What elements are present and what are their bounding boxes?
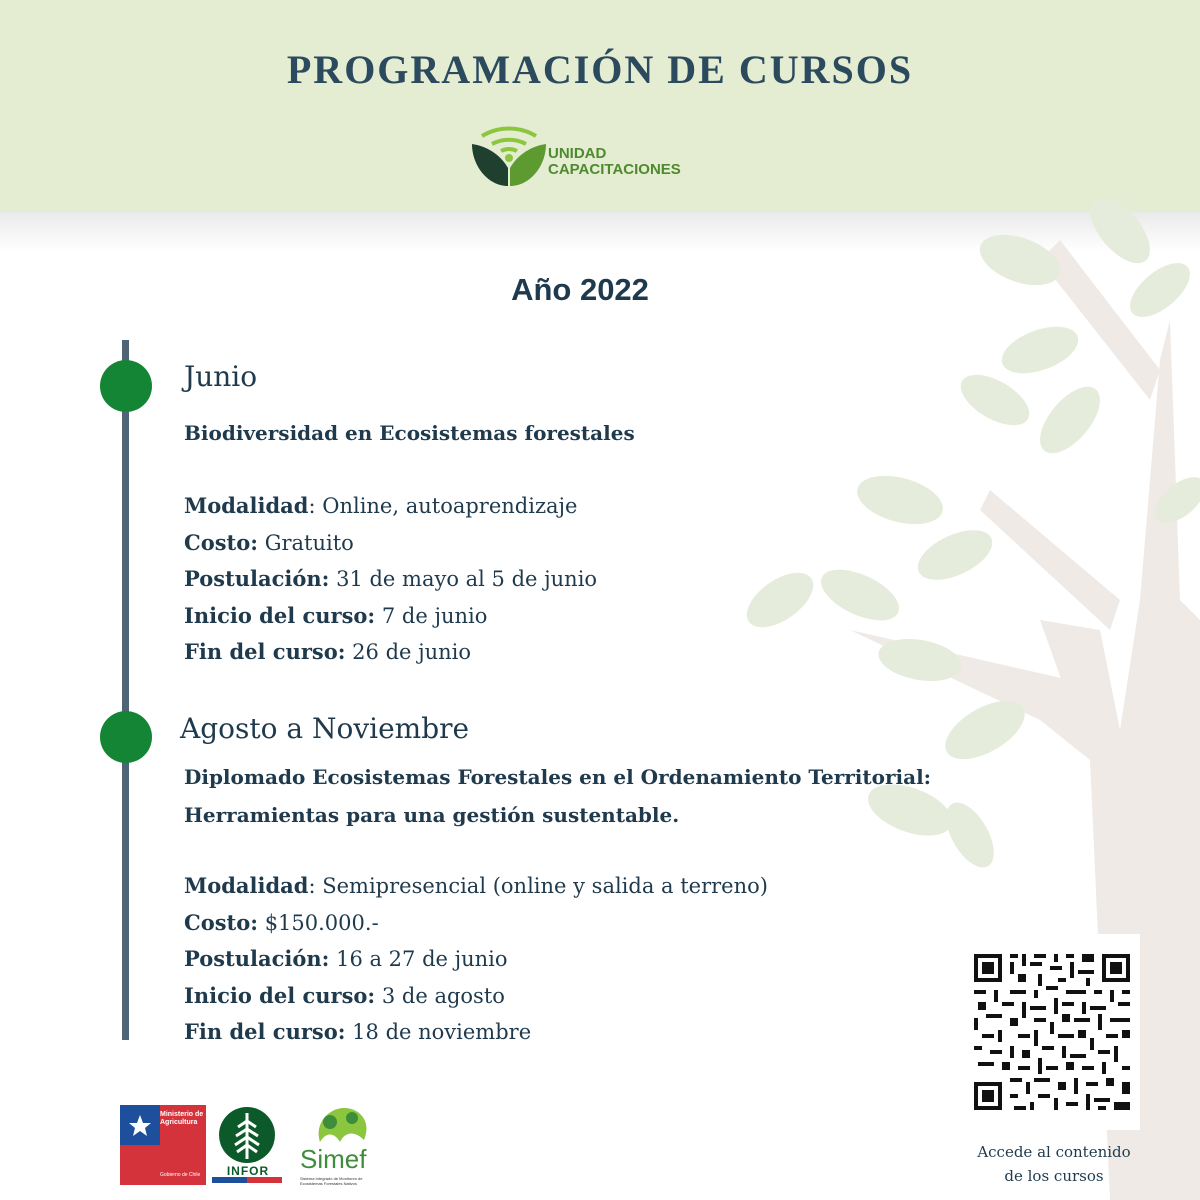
timeline-line [122, 340, 129, 1040]
minagri-footer: Gobierno de Chile [160, 1172, 201, 1178]
detail-label: Fin del curso: [184, 1019, 346, 1044]
leaf-5 [953, 365, 1038, 436]
detail-value: 26 de junio [345, 640, 472, 664]
simef-label: Simef [300, 1144, 367, 1174]
simef-subtitle: Sistema Integrado de Monitoreo de Ecosistemas Forestales Nativos [300, 1176, 363, 1186]
leaf-10 [740, 562, 823, 638]
minagri-line-2: Agricultura [160, 1119, 198, 1126]
detail-label: Postulación: [184, 946, 330, 971]
leaf-8 [910, 520, 999, 590]
qr-caption-line-1: Accede al contenido [977, 1143, 1131, 1161]
course-title-biodiversidad: Biodiversidad en Ecosistemas forestales [184, 421, 635, 445]
detail-label: Costo: [184, 529, 259, 555]
detail-value: 7 de junio [375, 603, 488, 628]
year-heading: Año 2022 [511, 272, 649, 307]
timeline-dot-junio [100, 360, 152, 412]
detail-row [184, 598, 597, 635]
leaf-14 [936, 795, 1003, 875]
detail-label: Inicio del curso: [184, 982, 376, 1008]
wifi-arc-inner [501, 149, 517, 151]
detail-row [184, 634, 597, 671]
detail-row [184, 561, 597, 598]
detail-value: $150.000.- [258, 910, 379, 935]
course-title-diplomado [184, 758, 931, 834]
detail-value: 3 de agosto [375, 983, 505, 1008]
leaf-2 [1079, 200, 1161, 273]
wifi-arc-outer [482, 128, 536, 136]
detail-value: : Semipresencial (online y salida a terreno) [308, 874, 768, 898]
qr-caption-line-2: de los cursos [1004, 1167, 1104, 1185]
timeline-dot-agosto [100, 711, 152, 763]
detail-row [184, 488, 597, 525]
logo-line-1: UNIDAD [548, 145, 607, 162]
qr-finder-top-right [1102, 954, 1130, 982]
course-title-line-1: Diplomado Ecosistemas Forestales en el Ordenamiento Territorial: [184, 765, 932, 789]
detail-label: Postulación: [184, 566, 330, 591]
course-details-junio [184, 488, 597, 671]
detail-row [184, 978, 768, 1015]
detail-value: Gratuito [258, 530, 354, 555]
leaf-7 [852, 467, 948, 532]
wifi-arc-middle [492, 140, 526, 144]
detail-label: Costo: [184, 909, 259, 935]
minagri-label [160, 1111, 206, 1127]
detail-row [184, 941, 768, 978]
detail-row [184, 525, 597, 562]
qr-code[interactable] [944, 934, 1140, 1130]
detail-value: : Online, autoaprendizaje [308, 494, 578, 518]
detail-value: 16 a 27 de junio [329, 947, 508, 971]
page-title: PROGRAMACIÓN DE CURSOS [286, 47, 914, 92]
detail-label: Fin del curso: [184, 639, 346, 664]
leaf-6 [1029, 377, 1111, 464]
detail-row [184, 1014, 768, 1051]
detail-value: 18 de noviembre [345, 1020, 532, 1044]
leaf-9 [813, 559, 906, 631]
tree-branch-2 [980, 490, 1120, 630]
detail-label: Modalidad [184, 873, 309, 898]
course-details-agosto [184, 868, 768, 1051]
detail-value: 31 de mayo al 5 de junio [329, 567, 598, 591]
detail-label: Inicio del curso: [184, 602, 376, 628]
infor-label: INFOR [226, 1164, 270, 1178]
qr-caption [944, 1140, 1164, 1188]
month-heading-junio: Junio [184, 360, 258, 393]
wifi-dot [505, 154, 513, 162]
course-title-line-2: Herramientas para una gestión sustentable. [184, 803, 680, 827]
detail-label: Modalidad [184, 493, 309, 518]
logo-text [548, 146, 681, 178]
leaf-4 [996, 318, 1085, 383]
detail-row [184, 905, 768, 942]
qr-finder-bottom-left [974, 1082, 1002, 1110]
detail-row [184, 868, 768, 905]
month-heading-agosto-noviembre: Agosto a Noviembre [180, 712, 470, 745]
qr-finder-top-left [974, 954, 1002, 982]
logo-line-2: CAPACITACIONES [548, 161, 681, 178]
minagri-line-1: Ministerio de [160, 1111, 204, 1118]
